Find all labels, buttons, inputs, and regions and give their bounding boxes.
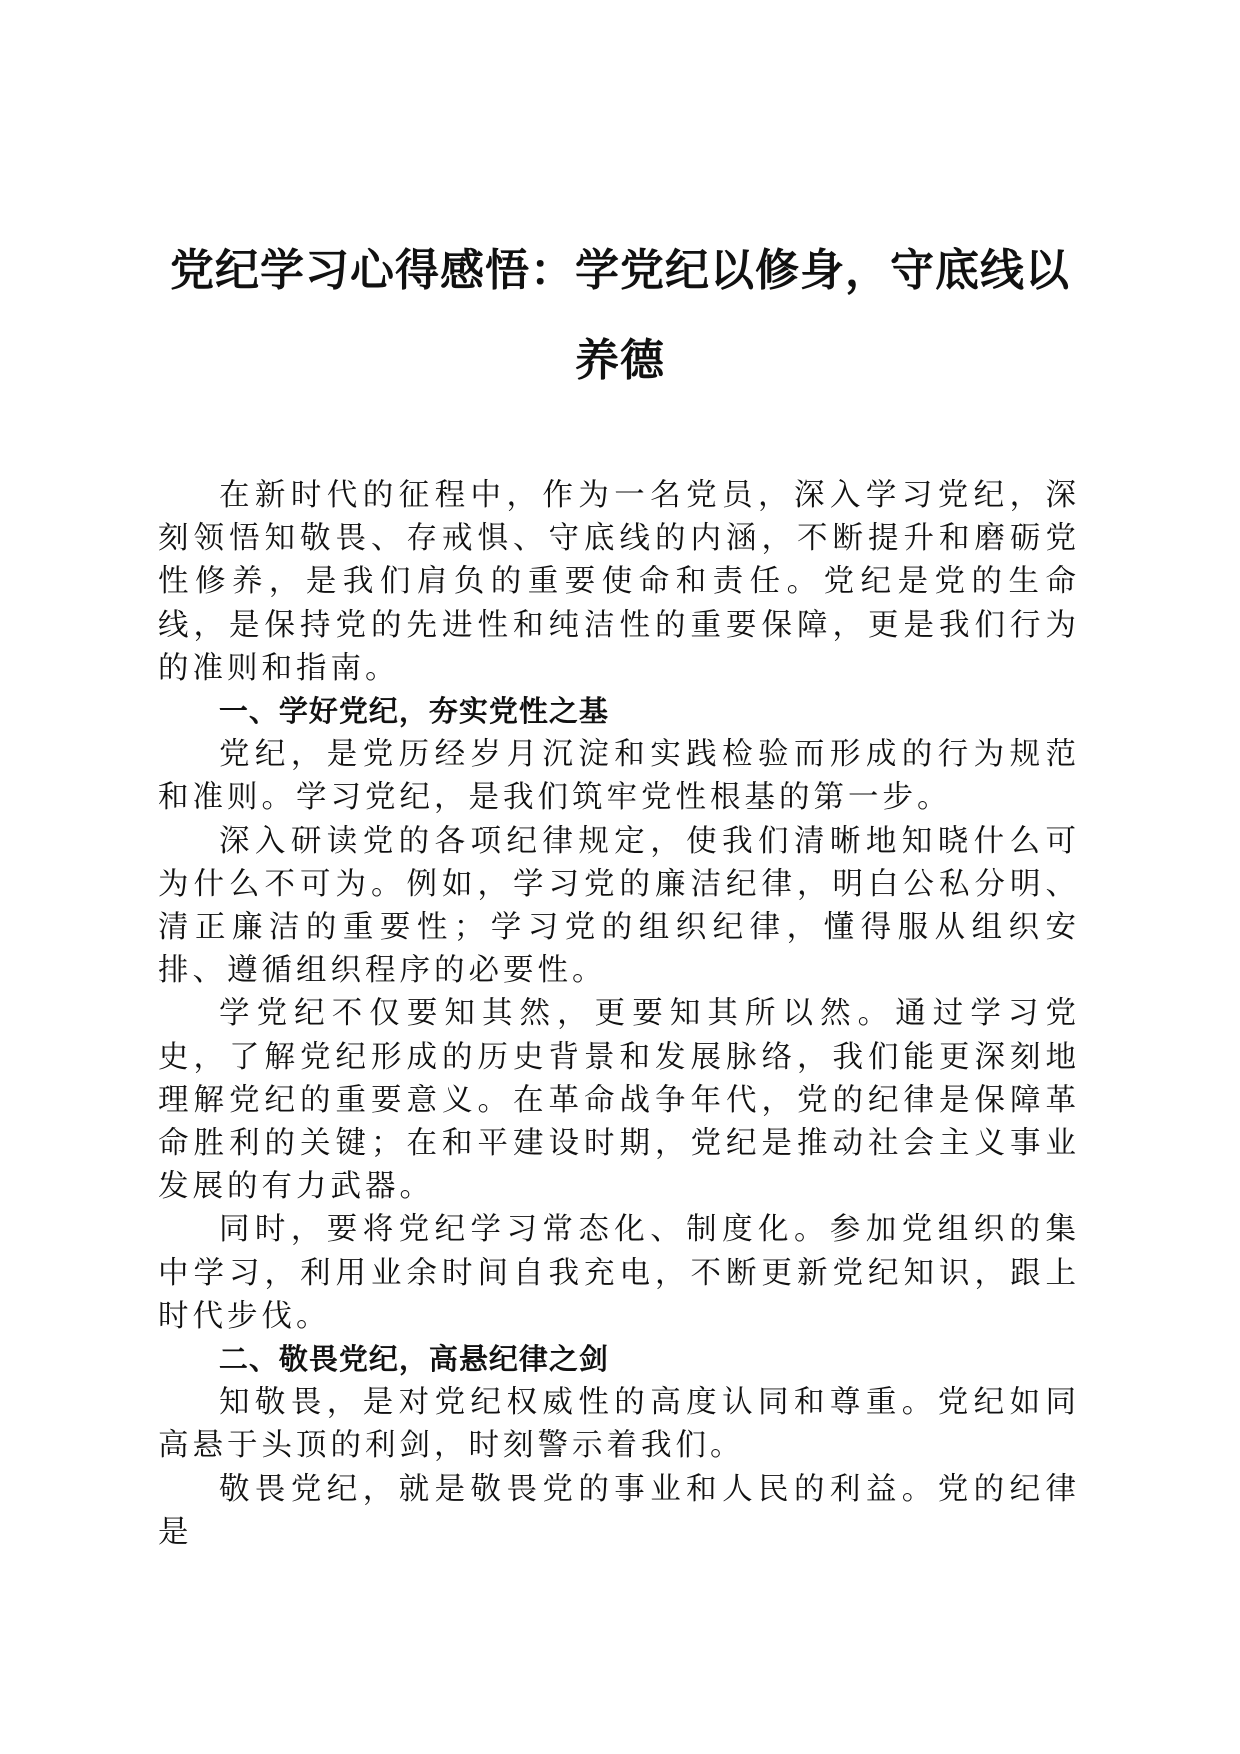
- section-2-paragraph-2: 敬畏党纪，就是敬畏党的事业和人民的利益。党的纪律是: [158, 1471, 1080, 1550]
- intro-paragraph: 在新时代的征程中，作为一名党员，深入学习党纪，深刻领悟知敬畏、存戒惧、守底线的内涵，不断提升和磨砺党性修养，是我们肩负的重要使命和责任。党纪是党的生命线，是保持党的先进性和纯洁性的重要保障，更是我们行为的准则和指南。: [158, 478, 1080, 686]
- section-1-paragraph-2: 深入研读党的各项纪律规定，使我们清晰地知晓什么可为什么不可为。例如，学习党的廉洁纪律，明白公私分明、清正廉洁的重要性；学习党的组织纪律，懂得服从组织安排、遵循组织程序的必要性。: [158, 823, 1080, 989]
- section-1-paragraph-3: 学党纪不仅要知其然，更要知其所以然。通过学习党史，了解党纪形成的历史背景和发展脉络，我们能更深刻地理解党纪的重要意义。在革命战争年代，党的纪律是保障革命胜利的关键；在和平建设时期，党纪是推动社会主义事业发展的有力武器。: [158, 996, 1080, 1205]
- section-2-heading: 二、敬畏党纪，高悬纪律之剑: [218, 1342, 609, 1377]
- document-body: [158, 474, 1080, 1554]
- section-1-paragraph-1: 党纪，是党历经岁月沉淀和实践检验而形成的行为规范和准则。学习党纪，是我们筑牢党性根基的第一步。: [158, 737, 1080, 816]
- document-title: 党纪学习心得感悟：学党纪以修身，守底线以养德: [170, 245, 1070, 386]
- section-1-paragraph-4: 同时，要将党纪学习常态化、制度化。参加党组织的集中学习，利用业余时间自我充电，不断更新党纪知识，跟上时代步伐。: [158, 1212, 1080, 1334]
- section-2-paragraph-1: 知敬畏，是对党纪权威性的高度认同和尊重。党纪如同高悬于头顶的利剑，时刻警示着我们。: [158, 1385, 1080, 1464]
- section-1-heading: 一、学好党纪，夯实党性之基: [218, 694, 609, 729]
